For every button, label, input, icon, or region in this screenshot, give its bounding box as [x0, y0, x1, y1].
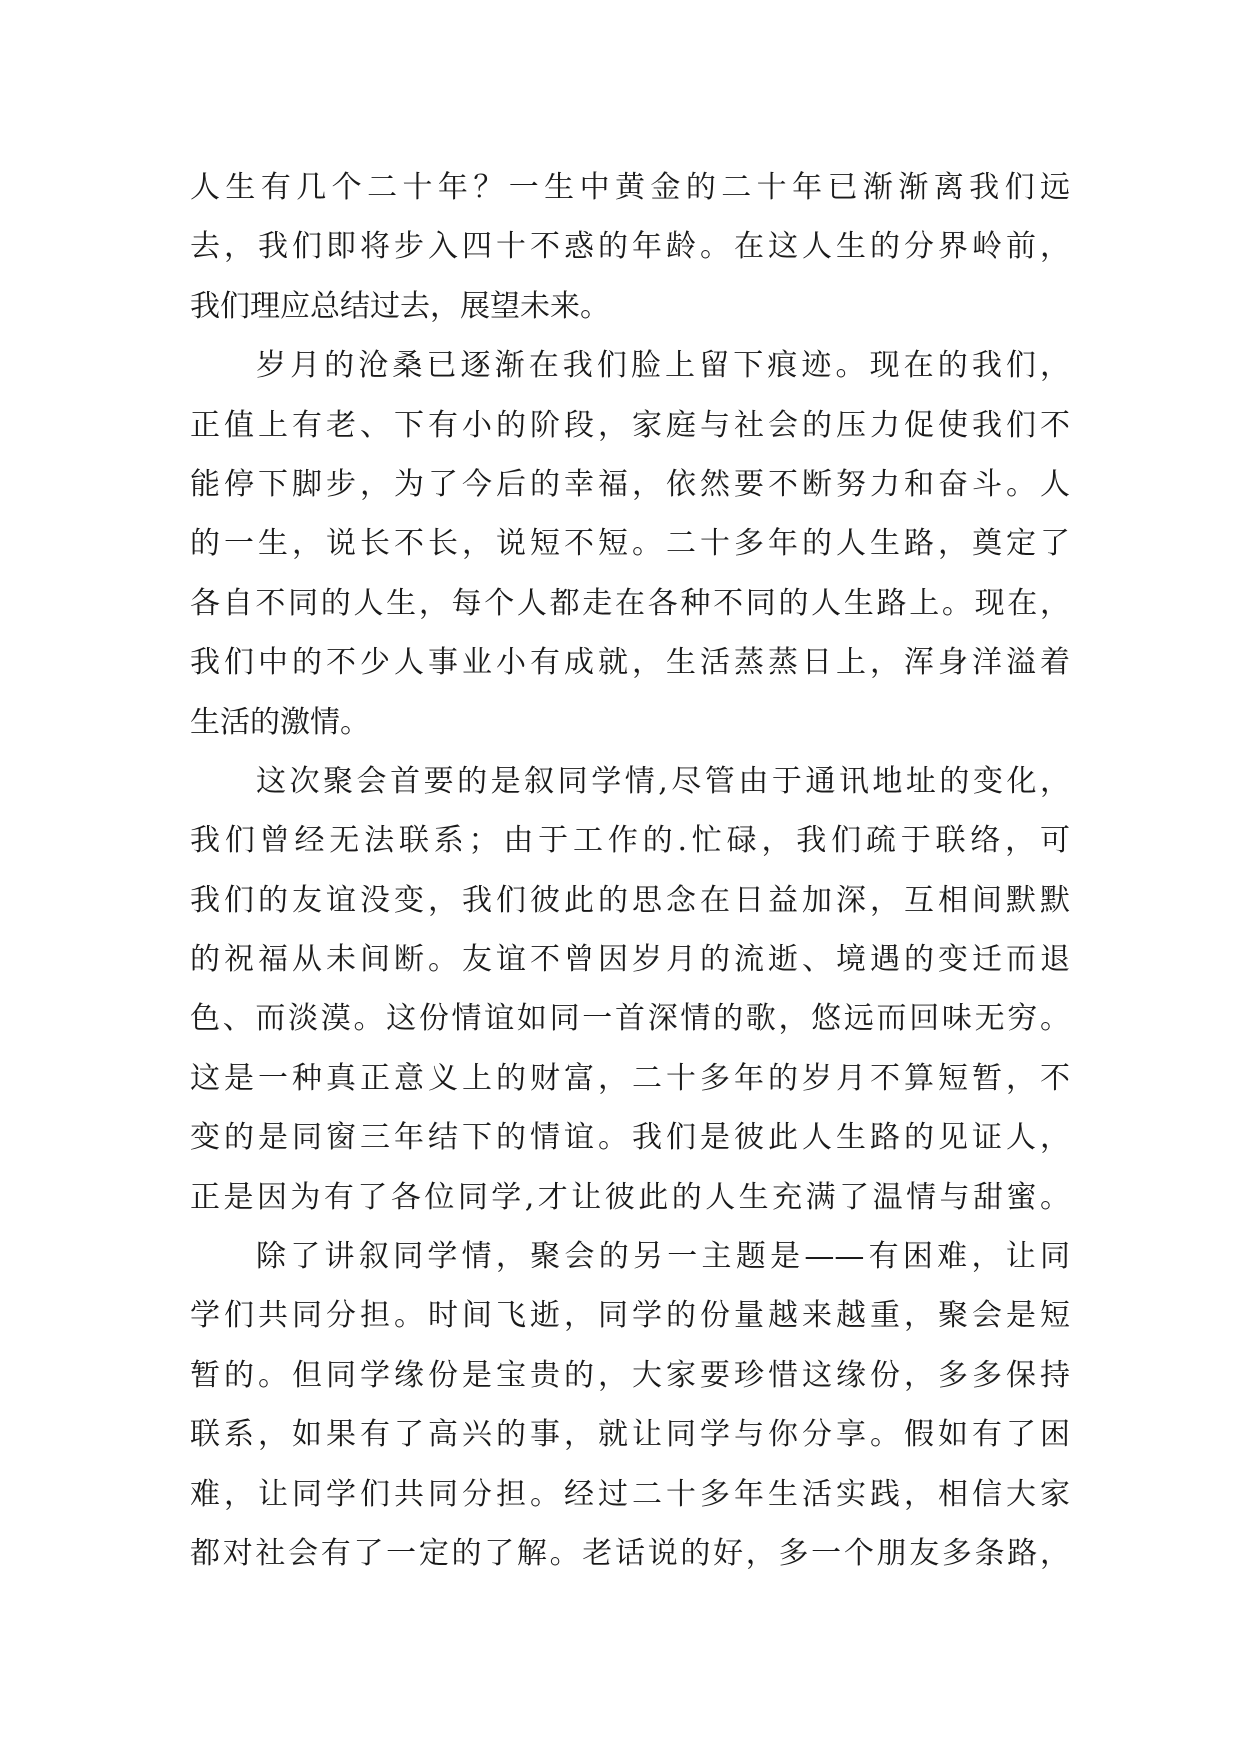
text-line: 变的是同窗三年结下的情谊。我们是彼此人生路的见证人， — [190, 1120, 1070, 1156]
text-line: 正是因为有了各位同学,才让彼此的人生充满了温情与甜蜜。 — [190, 1179, 1070, 1215]
text-line: 难，让同学们共同分担。经过二十多年生活实践，相信大家 — [190, 1476, 1070, 1512]
text-line: 除了讲叙同学情，聚会的另一主题是——有困难，让同 — [256, 1239, 1070, 1275]
text-line: 的祝福从未间断。友谊不曾因岁月的流逝、境遇的变迁而退 — [190, 942, 1070, 978]
text-line: 岁月的沧桑已逐渐在我们脸上留下痕迹。现在的我们， — [256, 348, 1070, 384]
text-line: 暂的。但同学缘份是宝贵的，大家要珍惜这缘份，多多保持 — [190, 1357, 1070, 1393]
text-line: 我们中的不少人事业小有成就，生活蒸蒸日上，浑身洋溢着 — [190, 645, 1070, 681]
text-line: 这是一种真正意义上的财富，二十多年的岁月不算短暂，不 — [190, 1060, 1070, 1096]
text-line: 联系，如果有了高兴的事，就让同学与你分享。假如有了困 — [190, 1417, 1070, 1453]
text-line: 色、而淡漠。这份情谊如同一首深情的歌，悠远而回味无穷。 — [190, 1001, 1070, 1037]
text-line: 的一生，说长不长，说短不短。二十多年的人生路，奠定了 — [190, 526, 1070, 562]
text-line: 人生有几个二十年？一生中黄金的二十年已渐渐离我们远 — [190, 170, 1070, 205]
text-line: 这次聚会首要的是叙同学情,尽管由于通讯地址的变化， — [256, 763, 1070, 799]
text-line: 我们的友谊没变，我们彼此的思念在日益加深，互相间默默 — [190, 882, 1070, 918]
text-line: 学们共同分担。时间飞逝，同学的份量越来越重，聚会是短 — [190, 1298, 1070, 1334]
text-line: 去，我们即将步入四十不惑的年龄。在这人生的分界岭前， — [190, 229, 1070, 265]
document-body — [190, 158, 1070, 1583]
text-line: 各自不同的人生，每个人都走在各种不同的人生路上。现在， — [190, 585, 1070, 621]
text-line: 都对社会有了一定的了解。老话说的好，多一个朋友多条路， — [190, 1535, 1070, 1571]
text-line: 生活的激情。 — [190, 704, 370, 740]
text-line: 正值上有老、下有小的阶段，家庭与社会的压力促使我们不 — [190, 407, 1070, 443]
text-line: 我们理应总结过去，展望未来。 — [190, 288, 610, 324]
text-line: 能停下脚步，为了今后的幸福，依然要不断努力和奋斗。人 — [190, 466, 1070, 502]
text-line: 我们曾经无法联系；由于工作的.忙碌，我们疏于联络，可 — [190, 823, 1070, 859]
